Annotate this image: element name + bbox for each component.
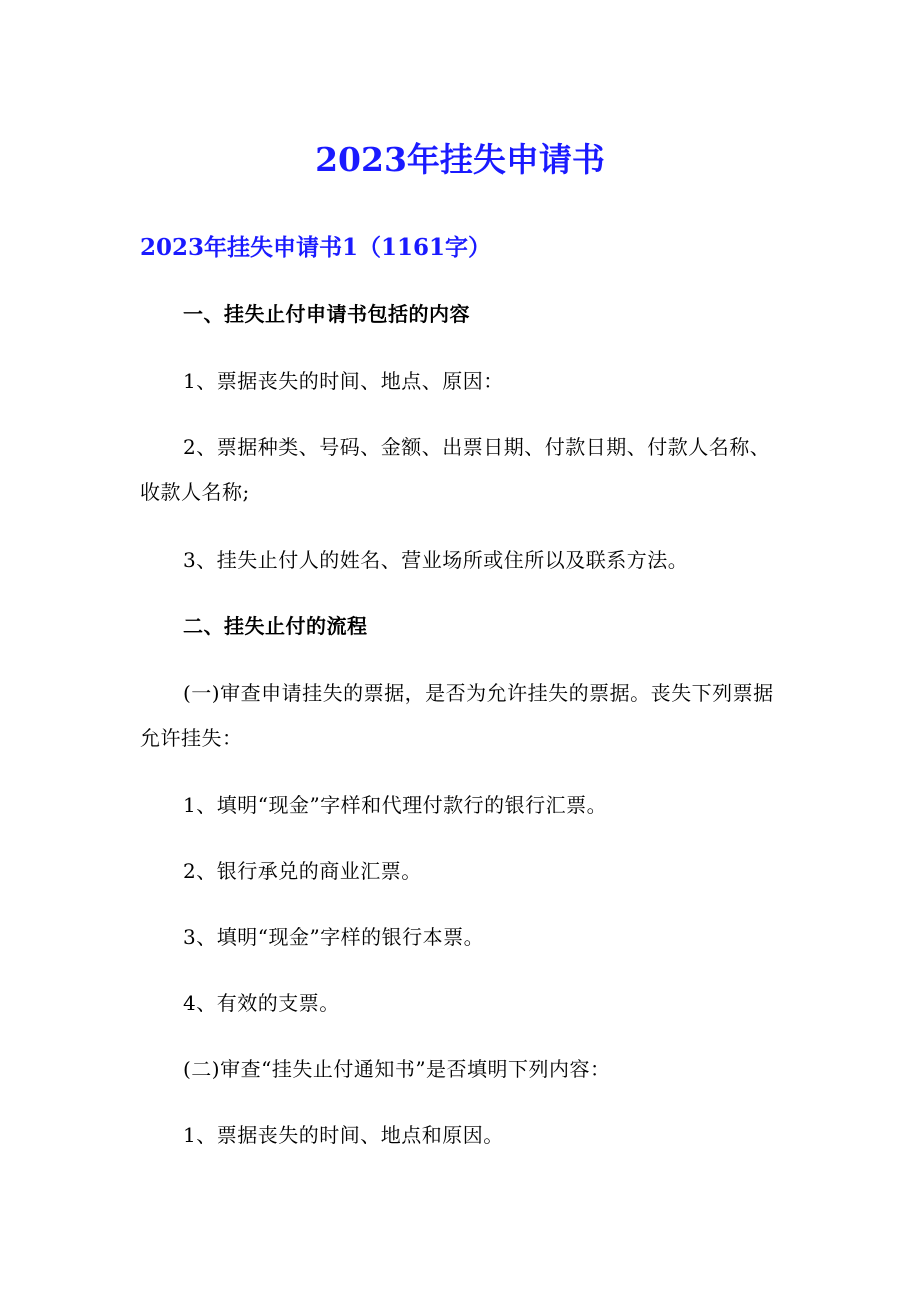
section-title: 2023年挂失申请书1（1161字）	[140, 234, 492, 261]
paragraph-item: 2、银行承兑的商业汇票。	[183, 859, 422, 883]
paragraph-item: (二)审查“挂失止付通知书”是否填明下列内容：	[183, 1057, 611, 1081]
heading-contents: 一、挂失止付申请书包括的内容	[183, 302, 470, 326]
paragraph-item: 1、填明“现金”字样和代理付款行的银行汇票。	[183, 793, 608, 817]
document-title: 2023年挂失申请书	[315, 140, 605, 179]
heading-process: 二、挂失止付的流程	[183, 614, 368, 638]
paragraph-item: 1、票据丧失的时间、地点、原因：	[183, 369, 504, 393]
paragraph-item: 3、挂失止付人的姓名、营业场所或住所以及联系方法。	[183, 548, 689, 572]
paragraph-item: 2、票据种类、号码、金额、出票日期、付款日期、付款人名称、收款人名称;	[140, 435, 771, 504]
paragraph-item: (一)审查申请挂失的票据，是否为允许挂失的票据。丧失下列票据允许挂失：	[140, 681, 774, 750]
paragraph-item: 3、填明“现金”字样的银行本票。	[183, 925, 485, 949]
paragraph-item: 4、有效的支票。	[183, 991, 340, 1015]
paragraph-item: 1、票据丧失的时间、地点和原因。	[183, 1123, 504, 1147]
